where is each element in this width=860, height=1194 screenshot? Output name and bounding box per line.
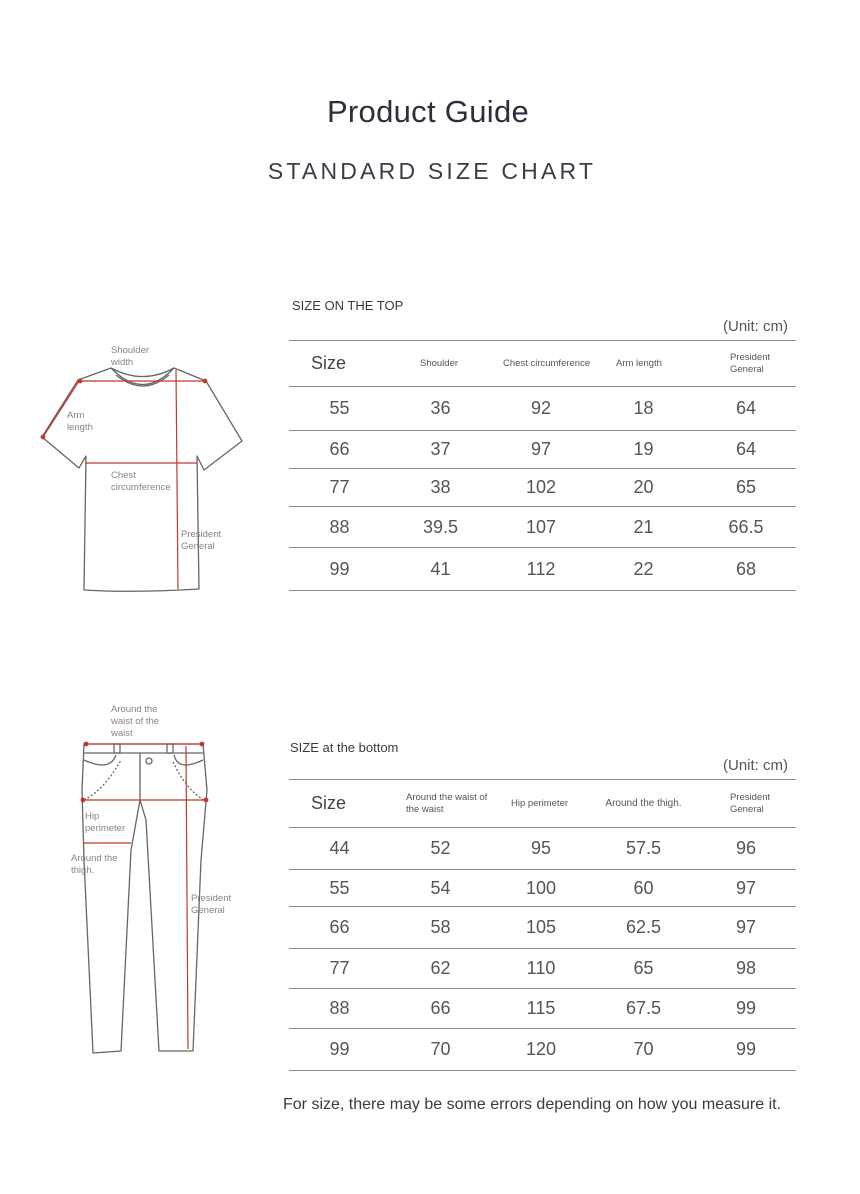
cell-chest: 112 [491, 548, 591, 591]
table-row [289, 828, 796, 870]
top-section-label: SIZE ON THE TOP [292, 298, 404, 313]
cell-length: 99 [696, 989, 796, 1029]
bottom-unit-label: (Unit: cm) [723, 757, 788, 774]
cell-length: 98 [696, 949, 796, 989]
cell-size: 88 [289, 989, 390, 1029]
cell-waist: 52 [390, 828, 491, 870]
cell-waist: 70 [390, 1029, 491, 1071]
cell-length: 66.5 [696, 507, 796, 548]
cell-thigh: 62.5 [591, 907, 696, 949]
top-unit-label: (Unit: cm) [723, 318, 788, 335]
hip-perimeter-label: Hip perimeter [85, 811, 126, 834]
page-subtitle: STANDARD SIZE CHART [267, 158, 597, 184]
cell-hip: 120 [491, 1029, 591, 1071]
chest-circumference-label: Chest circumference [111, 470, 171, 493]
cell-size: 99 [289, 548, 390, 591]
column-header-chest: Chest circumference [491, 341, 591, 387]
cell-hip: 115 [491, 989, 591, 1029]
cell-thigh: 65 [591, 949, 696, 989]
cell-shoulder: 41 [390, 548, 491, 591]
waist-label: Around the waist of the waist [111, 704, 160, 739]
bottom-section-label: SIZE at the bottom [290, 740, 399, 755]
cell-arm-length: 18 [591, 387, 696, 431]
cell-thigh: 70 [591, 1029, 696, 1071]
cell-arm-length: 20 [591, 469, 696, 507]
table-header-row [289, 780, 796, 828]
cell-arm-length: 22 [591, 548, 696, 591]
table-row [289, 949, 796, 989]
cell-thigh: 60 [591, 870, 696, 907]
cell-length: 64 [696, 431, 796, 469]
cell-size: 77 [289, 949, 390, 989]
cell-chest: 107 [491, 507, 591, 548]
column-header-waist: Around the waist of the waist [390, 780, 491, 828]
cell-waist: 62 [390, 949, 491, 989]
cell-chest: 102 [491, 469, 591, 507]
column-header-length: President General [696, 341, 796, 387]
bottom-length-label: President General [191, 893, 232, 916]
page-title: Product Guide [326, 94, 530, 129]
cell-size: 66 [289, 431, 390, 469]
table-row [289, 1029, 796, 1071]
top-length-label: President General [181, 529, 222, 552]
cell-thigh: 67.5 [591, 989, 696, 1029]
cell-length: 97 [696, 907, 796, 949]
arm-length-label: Arm length [67, 410, 93, 433]
column-header-size: Size [289, 780, 390, 828]
cell-shoulder: 38 [390, 469, 491, 507]
cell-size: 99 [289, 1029, 390, 1071]
cell-shoulder: 37 [390, 431, 491, 469]
cell-size: 55 [289, 870, 390, 907]
cell-length: 97 [696, 870, 796, 907]
shoulder-width-label: Shoulder width [111, 345, 150, 368]
cell-chest: 92 [491, 387, 591, 431]
thigh-label: Around the thigh. [71, 853, 118, 876]
column-header-hip: Hip perimeter [491, 780, 591, 828]
cell-size: 77 [289, 469, 390, 507]
cell-length: 96 [696, 828, 796, 870]
table-row [289, 989, 796, 1029]
cell-chest: 97 [491, 431, 591, 469]
cell-arm-length: 19 [591, 431, 696, 469]
cell-hip: 105 [491, 907, 591, 949]
cell-length: 64 [696, 387, 796, 431]
column-header-length: President General [696, 780, 796, 828]
cell-shoulder: 39.5 [390, 507, 491, 548]
cell-waist: 54 [390, 870, 491, 907]
cell-shoulder: 36 [390, 387, 491, 431]
cell-length: 65 [696, 469, 796, 507]
table-row [289, 907, 796, 949]
column-header-arm-length: Arm length [591, 341, 696, 387]
column-header-size: Size [289, 341, 390, 387]
cell-size: 88 [289, 507, 390, 548]
cell-size: 44 [289, 828, 390, 870]
cell-size: 66 [289, 907, 390, 949]
column-header-shoulder: Shoulder [390, 341, 491, 387]
cell-waist: 58 [390, 907, 491, 949]
cell-length: 68 [696, 548, 796, 591]
cell-thigh: 57.5 [591, 828, 696, 870]
measurement-disclaimer: For size, there may be some errors depending on how you measure it. [283, 1096, 782, 1113]
table-row [289, 870, 796, 907]
cell-waist: 66 [390, 989, 491, 1029]
cell-length: 99 [696, 1029, 796, 1071]
cell-hip: 100 [491, 870, 591, 907]
cell-hip: 110 [491, 949, 591, 989]
cell-size: 55 [289, 387, 390, 431]
bottom-size-table [289, 779, 796, 1071]
cell-hip: 95 [491, 828, 591, 870]
column-header-thigh: Around the thigh. [591, 780, 696, 828]
cell-arm-length: 21 [591, 507, 696, 548]
